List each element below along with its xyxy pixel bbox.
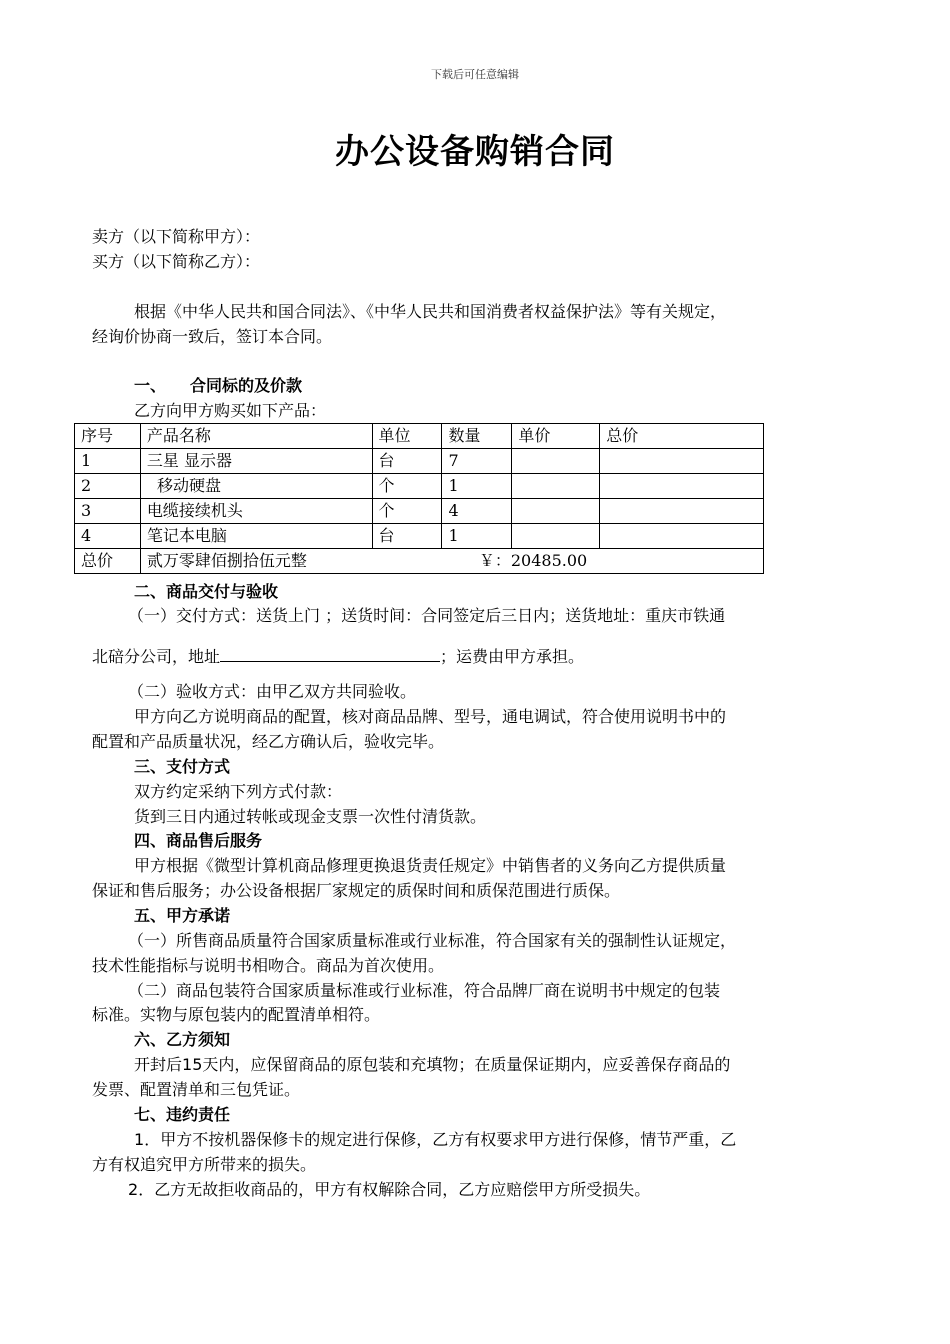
preamble-line-2: 经询价协商一致后，签订本合同。 <box>92 327 333 346</box>
cell-unit: 台 <box>372 449 442 474</box>
liability-1-line-1 <box>134 1128 736 1152</box>
cell-price <box>512 499 600 524</box>
total-label: 总价 <box>75 549 141 574</box>
liability-1-number: 1 <box>134 1130 145 1149</box>
section1-intro: 乙方向甲方购买如下产品： <box>134 401 327 420</box>
cell-qty: 4 <box>442 499 512 524</box>
header-cell: 总价 <box>600 424 764 449</box>
cell-qty: 1 <box>442 474 512 499</box>
promise-1-line-2: 技术性能指标与说明书相吻合。商品为首次使用。 <box>92 956 445 975</box>
cell-name: 三星 显示器 <box>140 449 372 474</box>
acceptance-line: （二）验收方式：由甲乙双方共同验收。 <box>128 682 417 701</box>
total-amount: ￥：20485.00 <box>478 551 588 570</box>
notice-rest: 天内，应保留商品的原包装和充填物；在质量保证期内，应妥善保存商品的 <box>202 1055 731 1074</box>
table-row <box>75 449 764 474</box>
promise-2-line-1: （二）商品包装符合国家质量标准或行业标准，符合品牌厂商在说明书中规定的包装 <box>128 981 721 1000</box>
acceptance-paragraph-1: 甲方向乙方说明商品的配置，核对商品品牌、型号，通电调试，符合使用说明书中的 <box>134 707 727 726</box>
address-blank <box>220 643 440 662</box>
notice-days: 15 <box>182 1055 203 1074</box>
table-header-row <box>75 424 764 449</box>
header-cell: 数量 <box>442 424 512 449</box>
total-in-words: 贰万零肆佰捌拾伍元整 <box>146 551 307 570</box>
cell-total <box>600 449 764 474</box>
header-cell: 单价 <box>512 424 600 449</box>
delivery-line-2 <box>92 643 584 669</box>
liability-2-text: ．乙方无故拒收商品的，甲方有权解除合同，乙方应赔偿甲方所受损失。 <box>138 1180 651 1199</box>
liability-1-line-2: 方有权追究甲方所带来的损失。 <box>92 1155 317 1174</box>
header-note: 下载后可任意编辑 <box>431 68 519 81</box>
section1-number: 一、 <box>134 376 167 395</box>
notice-line-2: 发票、配置清单和三包凭证。 <box>92 1080 301 1099</box>
cell-price <box>512 474 600 499</box>
cell-total <box>600 524 764 549</box>
liability-2-number: 2 <box>128 1180 139 1199</box>
delivery-line-1: （一）交付方式：送货上门 ；送货时间：合同签定后三日内；送货地址：重庆市铁通 <box>128 606 726 625</box>
cell-price <box>512 524 600 549</box>
payment-line-1: 双方约定采纳下列方式付款： <box>134 782 343 801</box>
total-value-cell <box>140 549 763 574</box>
section5-heading: 五、甲方承诺 <box>134 906 231 925</box>
header-cell: 序号 <box>75 424 141 449</box>
section6-heading: 六、乙方须知 <box>134 1030 231 1049</box>
cell-unit: 台 <box>372 524 442 549</box>
notice-line-1 <box>134 1053 730 1077</box>
seller-line: 卖方（以下简称甲方）： <box>92 227 261 246</box>
document-title: 办公设备购销合同 <box>335 132 615 172</box>
payment-line-2: 货到三日内通过转帐或现金支票一次性付清货款。 <box>134 807 487 826</box>
header-cell: 产品名称 <box>140 424 372 449</box>
cell-no: 3 <box>75 499 141 524</box>
delivery-address-suffix: ；运费由甲方承担。 <box>440 647 585 666</box>
preamble-line-1: 根据《中华人民共和国合同法》、《中华人民共和国消费者权益保护法》等有关规定， <box>134 302 727 321</box>
header-cell: 单位 <box>372 424 442 449</box>
notice-prefix: 开封后 <box>134 1055 183 1074</box>
service-line-2: 保证和售后服务；办公设备根据厂家规定的质保时间和质保范围进行质保。 <box>92 881 621 900</box>
cell-total <box>600 474 764 499</box>
cell-total <box>600 499 764 524</box>
cell-no: 2 <box>75 474 141 499</box>
section1-title: 合同标的及价款 <box>190 376 303 395</box>
cell-qty: 7 <box>442 449 512 474</box>
product-table <box>74 423 764 574</box>
section2-heading: 二、商品交付与验收 <box>134 582 279 601</box>
buyer-line: 买方（以下简称乙方）： <box>92 252 261 271</box>
liability-2-line-1 <box>128 1178 650 1202</box>
cell-unit: 个 <box>372 474 442 499</box>
promise-1-line-1: （一）所售商品质量符合国家质量标准或行业标准，符合国家有关的强制性认证规定， <box>128 931 737 950</box>
liability-1-text: ．甲方不按机器保修卡的规定进行保修，乙方有权要求甲方进行保修，情节严重，乙 <box>144 1130 737 1149</box>
cell-price <box>512 449 600 474</box>
section4-heading: 四、商品售后服务 <box>134 831 263 850</box>
section1-heading <box>134 374 302 398</box>
delivery-address-prefix: 北碚分公司，地址 <box>92 647 221 666</box>
section7-heading: 七、违约责任 <box>134 1105 231 1124</box>
acceptance-paragraph-2: 配置和产品质量状况，经乙方确认后，验收完毕。 <box>92 732 445 751</box>
cell-no: 1 <box>75 449 141 474</box>
service-line-1: 甲方根据《微型计算机商品修理更换退货责任规定》中销售者的义务向乙方提供质量 <box>134 856 727 875</box>
cell-name: 移动硬盘 <box>140 474 372 499</box>
cell-unit: 个 <box>372 499 442 524</box>
cell-qty: 1 <box>442 524 512 549</box>
table-total-row <box>75 549 764 574</box>
table-row <box>75 524 764 549</box>
table-row <box>75 499 764 524</box>
promise-2-line-2: 标准。实物与原包装内的配置清单相符。 <box>92 1005 381 1024</box>
table-row <box>75 474 764 499</box>
cell-no: 4 <box>75 524 141 549</box>
cell-name: 电缆接续机头 <box>140 499 372 524</box>
section3-heading: 三、支付方式 <box>134 757 231 776</box>
cell-name: 笔记本电脑 <box>140 524 372 549</box>
